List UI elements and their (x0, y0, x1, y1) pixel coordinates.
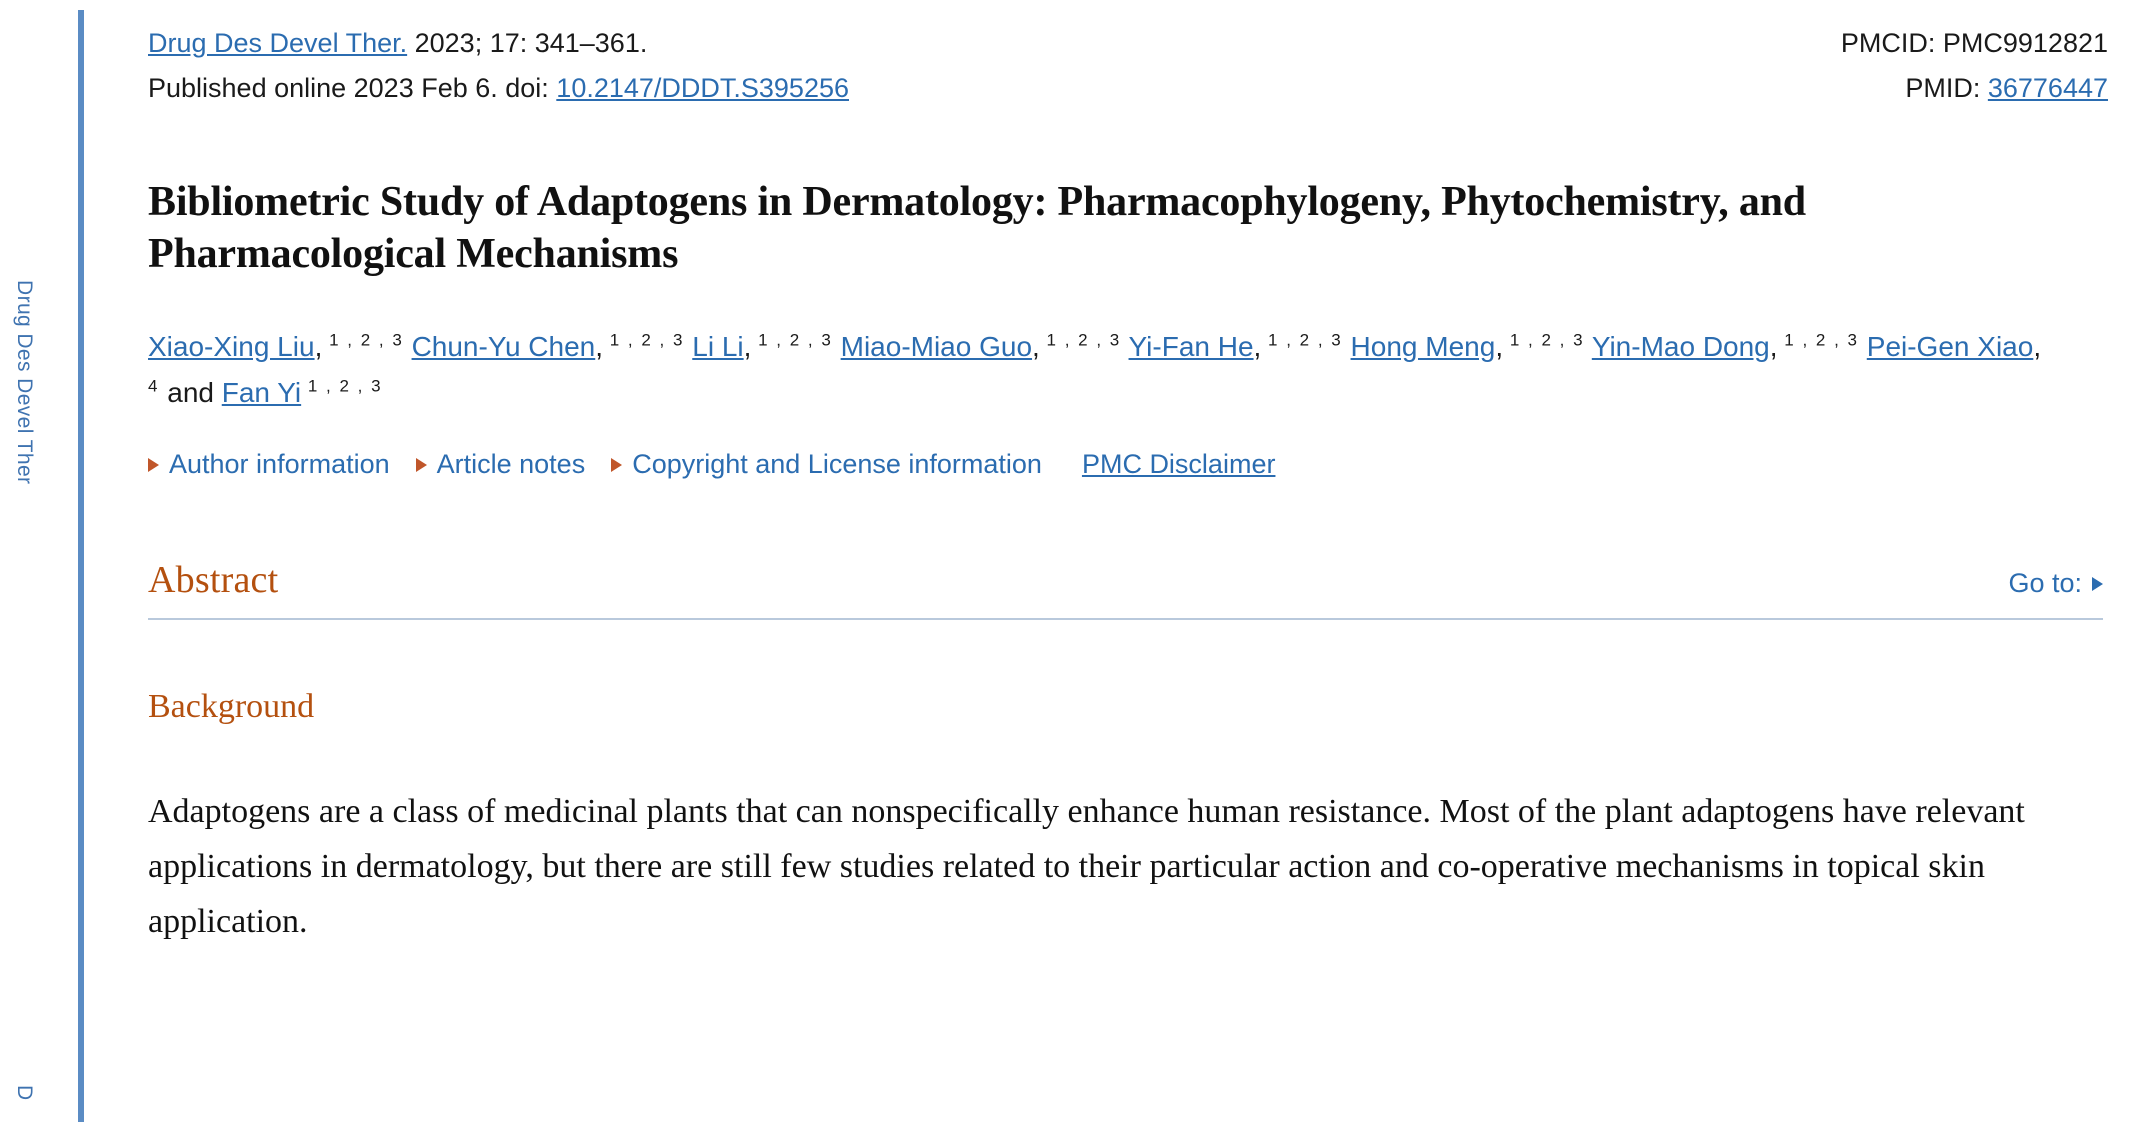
triangle-right-icon (2092, 577, 2103, 591)
toggle-copyright-license-information[interactable] (611, 449, 1042, 480)
toggle-label: Article notes (436, 448, 586, 479)
citation-volume-info: 2023; 17: 341–361. (407, 28, 648, 58)
abstract-subheading-background: Background (148, 687, 315, 725)
citation-row-2 (148, 59, 2108, 104)
goto-label: Go to: (2008, 567, 2082, 598)
author-separator: , (1769, 331, 1778, 363)
abstract-header (148, 558, 2103, 620)
citation-left-2 (148, 73, 849, 104)
doi-link[interactable]: 10.2147/DDDT.S395256 (556, 73, 849, 103)
author-affiliation-marker: 1 , 2 , 3 (1503, 330, 1585, 350)
author-separator: , (2033, 331, 2042, 363)
abstract-heading: Abstract (148, 558, 279, 601)
author-name[interactable]: Yi-Fan He (1128, 331, 1254, 363)
toggle-author-information[interactable] (148, 449, 390, 480)
toggle-label: Author information (169, 448, 390, 479)
journal-rail-label-partial: D (13, 1085, 36, 1101)
author-name[interactable]: Fan Yi (221, 376, 302, 408)
author-affiliation-marker: 1 , 2 , 3 (1777, 330, 1859, 350)
author-separator: , (743, 331, 752, 363)
toggle-label: Copyright and License information (632, 448, 1042, 479)
author-separator: , (314, 331, 323, 363)
triangle-right-icon (611, 458, 622, 472)
abstract-background-paragraph: Adaptogens are a class of medicinal plants that can nonspecifically enhance human resistance. Most of the plant adaptogens have relevant applications in dermatology, but there are still few studies related to their particular action and co-operative mechanisms in topical skin application. (148, 792, 2025, 941)
author-name[interactable]: Miao-Miao Guo (840, 331, 1033, 363)
author-affiliation-marker: 1 , 2 , 3 (603, 330, 685, 350)
triangle-right-icon (148, 458, 159, 472)
author-list (148, 324, 2048, 415)
journal-rail-label: Drug Des Devel Ther (13, 280, 36, 485)
triangle-right-icon (416, 458, 427, 472)
author-affiliation-marker: 1 , 2 , 3 (1261, 330, 1343, 350)
pmid-link[interactable]: 36776447 (1987, 73, 2108, 103)
author-affiliation-marker: 1 , 2 , 3 (1039, 330, 1122, 350)
author-affiliation-marker: 1 , 2 , 3 (751, 330, 833, 350)
author-name[interactable]: Chun-Yu Chen (411, 331, 596, 363)
author-name[interactable]: Yin-Mao Dong (1591, 331, 1770, 363)
goto-link[interactable] (2008, 568, 2103, 599)
journal-rail (78, 10, 84, 1122)
author-affiliation-marker: 4 (148, 376, 160, 396)
pmc-disclaimer-link[interactable]: PMC Disclaimer (1081, 448, 1276, 479)
author-affiliation-marker: 1 , 2 , 3 (322, 330, 404, 350)
author-separator: , (1032, 331, 1040, 363)
author-name[interactable]: Li Li (692, 331, 744, 363)
author-name[interactable]: Pei-Gen Xiao (1866, 331, 2034, 363)
author-separator: , (1495, 331, 1504, 363)
toggle-article-notes[interactable] (416, 449, 586, 480)
author-affiliation-marker: 1 , 2 , 3 (301, 376, 383, 396)
author-name[interactable]: Hong Meng (1350, 331, 1496, 363)
pmid-label: PMID: (1905, 73, 1988, 103)
citation-left-1 (148, 28, 647, 59)
citation-row-1 (148, 0, 2108, 59)
pmcid-label: PMCID: PMC9912821 (1840, 28, 2108, 58)
journal-link[interactable]: Drug Des Devel Ther. (148, 28, 408, 58)
article-meta-toggles (148, 449, 2108, 480)
author-conjunction: and (167, 376, 222, 408)
page-title: Bibliometric Study of Adaptogens in Dermatology: Pharmacophylogeny, Phytochemistry, and Pharmacological Mechanisms (148, 179, 1806, 278)
author-separator: , (1253, 331, 1262, 363)
author-separator: , (595, 331, 604, 363)
author-name[interactable]: Xiao-Xing Liu (148, 331, 315, 363)
pmid-row (1905, 73, 2108, 104)
article-content (148, 0, 2108, 949)
published-online-text: Published online 2023 Feb 6. doi: (148, 73, 557, 103)
